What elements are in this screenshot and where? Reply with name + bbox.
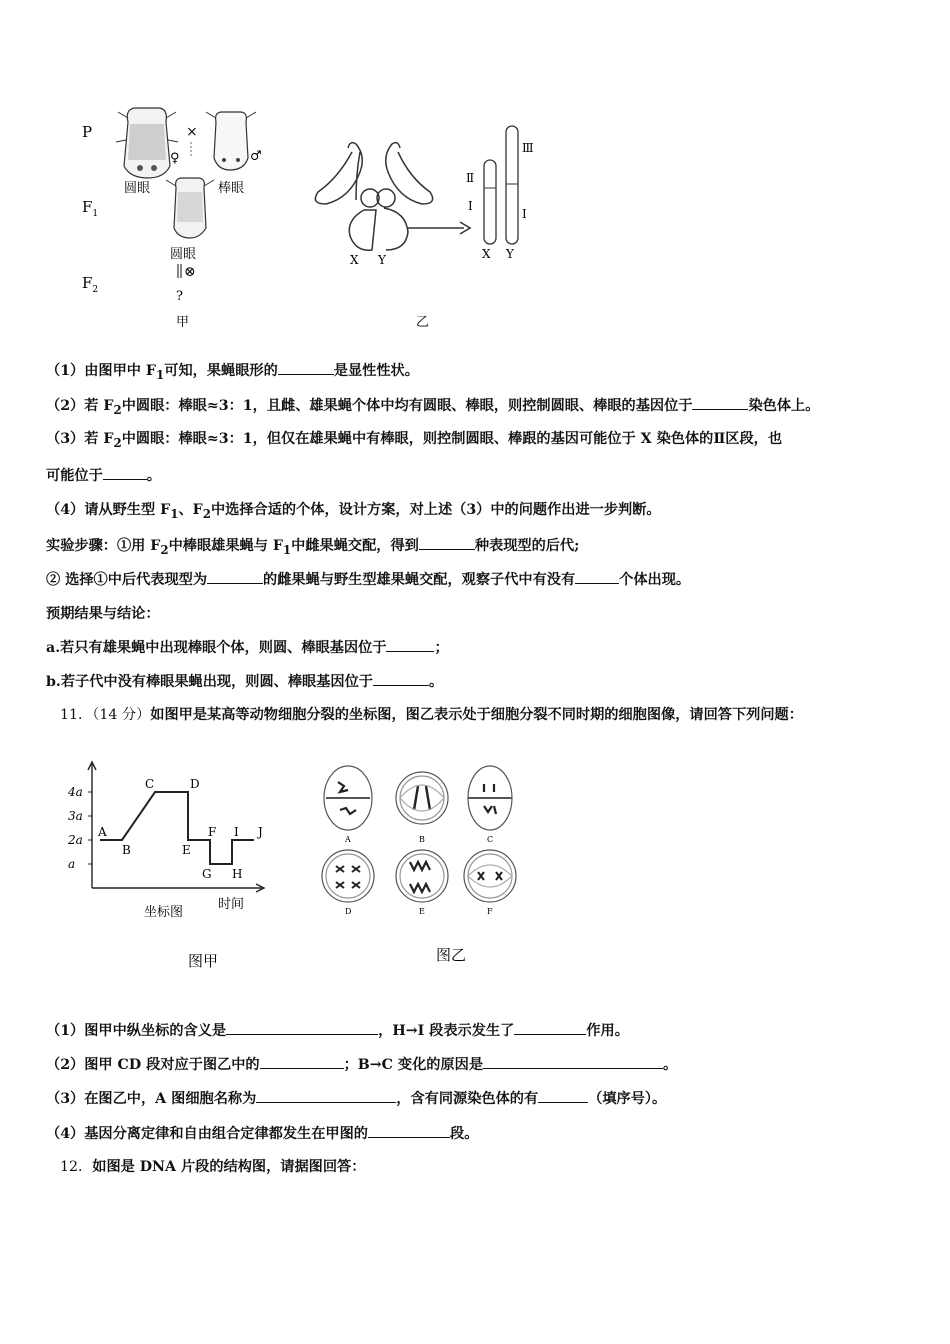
answer-blank[interactable]	[226, 1020, 378, 1035]
caption-figure-jia: 图甲	[188, 952, 219, 970]
cell-label-c: C	[487, 835, 494, 844]
answer-blank[interactable]	[483, 1054, 663, 1069]
figure-cell-images	[318, 762, 538, 972]
q10-part3: （3）若 $F_2$中圆眼：棒眼≈3：1，但仅在雄果蝇中有棒眼，则控制圆眼、棒跟的基因可能位于 X 染色体的Ⅱ区段，也	[46, 431, 783, 450]
point-label-e: E	[182, 843, 191, 857]
y-tick-label: 4a	[68, 785, 83, 799]
cell-c	[468, 766, 512, 830]
cell-label-d: D	[345, 907, 352, 916]
cell-label-f: F	[487, 907, 493, 916]
region-i-label-y: I	[522, 207, 527, 221]
point-label-i: I	[234, 825, 239, 839]
point-label-f: F	[208, 825, 217, 839]
graph-title: 坐标图	[144, 905, 184, 920]
q12-stem: 12．如图是 DNA 片段的结构图，请据图回答：	[60, 1159, 366, 1175]
chrom-label-y: Y	[506, 247, 514, 261]
point-label-j: J	[258, 825, 263, 839]
answer-blank[interactable]	[260, 1054, 344, 1069]
y-tick-label: 3a	[68, 809, 83, 823]
cell-a	[324, 766, 372, 830]
caption-figure-yi: 图乙	[436, 946, 467, 964]
pair-label-y: Y	[378, 253, 386, 267]
q10-part4: （4）请从野生型 $F_1$、$F_2$中选择合适的个体，设计方案，对上述（3）中的问题作出进一步判断。	[46, 502, 661, 521]
point-label-g: G	[202, 867, 212, 881]
q10-step2: ② 选择①中后代表现型为 的雌果蝇与野生型雄果蝇交配，观察子代中有没有 个体出现。	[46, 569, 690, 590]
pair-label-x: X	[350, 253, 359, 267]
q10-result-a: a.若只有雄果蝇中出现棒眼个体，则圆、棒眼基因位于 ；	[46, 637, 449, 658]
answer-blank[interactable]	[103, 465, 147, 480]
caption-jia: 甲	[176, 315, 190, 330]
xy-chromosome-pairing	[315, 143, 470, 251]
answer-blank[interactable]	[419, 535, 475, 550]
fly-female-round-eye	[116, 108, 178, 178]
answer-blank[interactable]	[373, 671, 429, 686]
q10-part2: （2）若 $F_2$中圆眼：棒眼≈3：1，且雌、雄果蝇个体中均有圆眼、棒眼，则控制圆眼、棒眼的基因位于 染色体上。	[46, 395, 819, 420]
gen-label-p: P	[82, 123, 93, 141]
fly-f1-round-eye	[166, 178, 214, 238]
point-label-b: B	[122, 843, 131, 857]
q10-result-b: b.若子代中没有棒眼果蝇出现，则圆、棒眼基因位于 。	[46, 671, 443, 692]
point-label-h: H	[232, 867, 243, 881]
female-symbol: ♀	[170, 151, 180, 166]
selfing-symbol: ⊗	[184, 264, 196, 280]
cell-b	[396, 772, 448, 824]
figure-division-graph	[66, 758, 286, 978]
point-label-c: C	[145, 777, 155, 791]
answer-blank[interactable]	[207, 569, 263, 584]
answer-blank[interactable]	[538, 1088, 588, 1103]
cross-symbol: ×	[186, 124, 198, 140]
region-i-label-x: I	[468, 199, 473, 213]
cell-label-e: E	[419, 907, 425, 916]
q11-part4: （4）基因分离定律和自由组合定律都发生在甲图的 段。	[46, 1123, 478, 1144]
figure-fruitfly-cross	[60, 100, 560, 340]
xy-chromosome-diagram	[484, 126, 518, 244]
region-ii-label: Ⅱ	[466, 171, 475, 185]
male-symbol: ♂	[250, 149, 262, 164]
answer-blank[interactable]	[692, 395, 748, 410]
q10-part1: （1）由图甲中 $F_1$可知，果蝇眼形的 是显性性状。	[46, 360, 419, 385]
cell-e	[396, 850, 448, 902]
gen-label-f2: $F_2$	[82, 274, 99, 295]
point-label-a: A	[98, 825, 107, 839]
caption-yi: 乙	[416, 315, 430, 330]
fly-male-bar-eye	[206, 112, 256, 170]
answer-blank[interactable]	[368, 1123, 450, 1138]
cell-label-a: A	[345, 835, 351, 844]
p-female-label: 圆眼	[124, 181, 151, 196]
f2-question: ?	[176, 289, 183, 304]
q11-part2: （2）图甲 CD 段对应于图乙中的 ；B→C 变化的原因是 。	[46, 1054, 677, 1075]
q10-step1: 实验步骤：①用 $F_2$中棒眼雄果蝇与 $F_1$中雌果蝇交配，得到 种表现型的后代;	[46, 535, 579, 560]
region-iii-label: Ⅲ	[522, 141, 534, 155]
q10-part3-cont: 可能位于 。	[46, 465, 161, 486]
p-male-label: 棒眼	[218, 181, 245, 196]
y-tick-label: a	[68, 857, 76, 871]
y-tick-label: 2a	[68, 833, 83, 847]
chrom-label-x: X	[482, 247, 491, 261]
answer-blank[interactable]	[575, 569, 619, 584]
f1-label: 圆眼	[170, 247, 197, 262]
answer-blank[interactable]	[278, 360, 334, 375]
cell-d	[322, 850, 374, 902]
answer-blank[interactable]	[386, 637, 434, 652]
cell-label-b: B	[419, 835, 425, 844]
x-axis-label: 时间	[218, 897, 245, 912]
q11-part3: （3）在图乙中，A 图细胞名称为 ，含有同源染色体的有 （填序号）。	[46, 1088, 666, 1109]
cell-f	[464, 850, 516, 902]
answer-blank[interactable]	[256, 1088, 396, 1103]
point-label-d: D	[190, 777, 200, 791]
q10-expected-heading: 预期结果与结论：	[46, 606, 160, 622]
q11-part1: （1）图甲中纵坐标的含义是 ，H→I 段表示发生了 作用。	[46, 1020, 629, 1041]
q11-stem: 11．（14 分）如图甲是某高等动物细胞分裂的坐标图，图乙表示处于细胞分裂不同时期的细胞图像，请回答下列问题：	[60, 707, 803, 723]
gen-label-f1: $F_1$	[82, 198, 99, 219]
answer-blank[interactable]	[514, 1020, 586, 1035]
